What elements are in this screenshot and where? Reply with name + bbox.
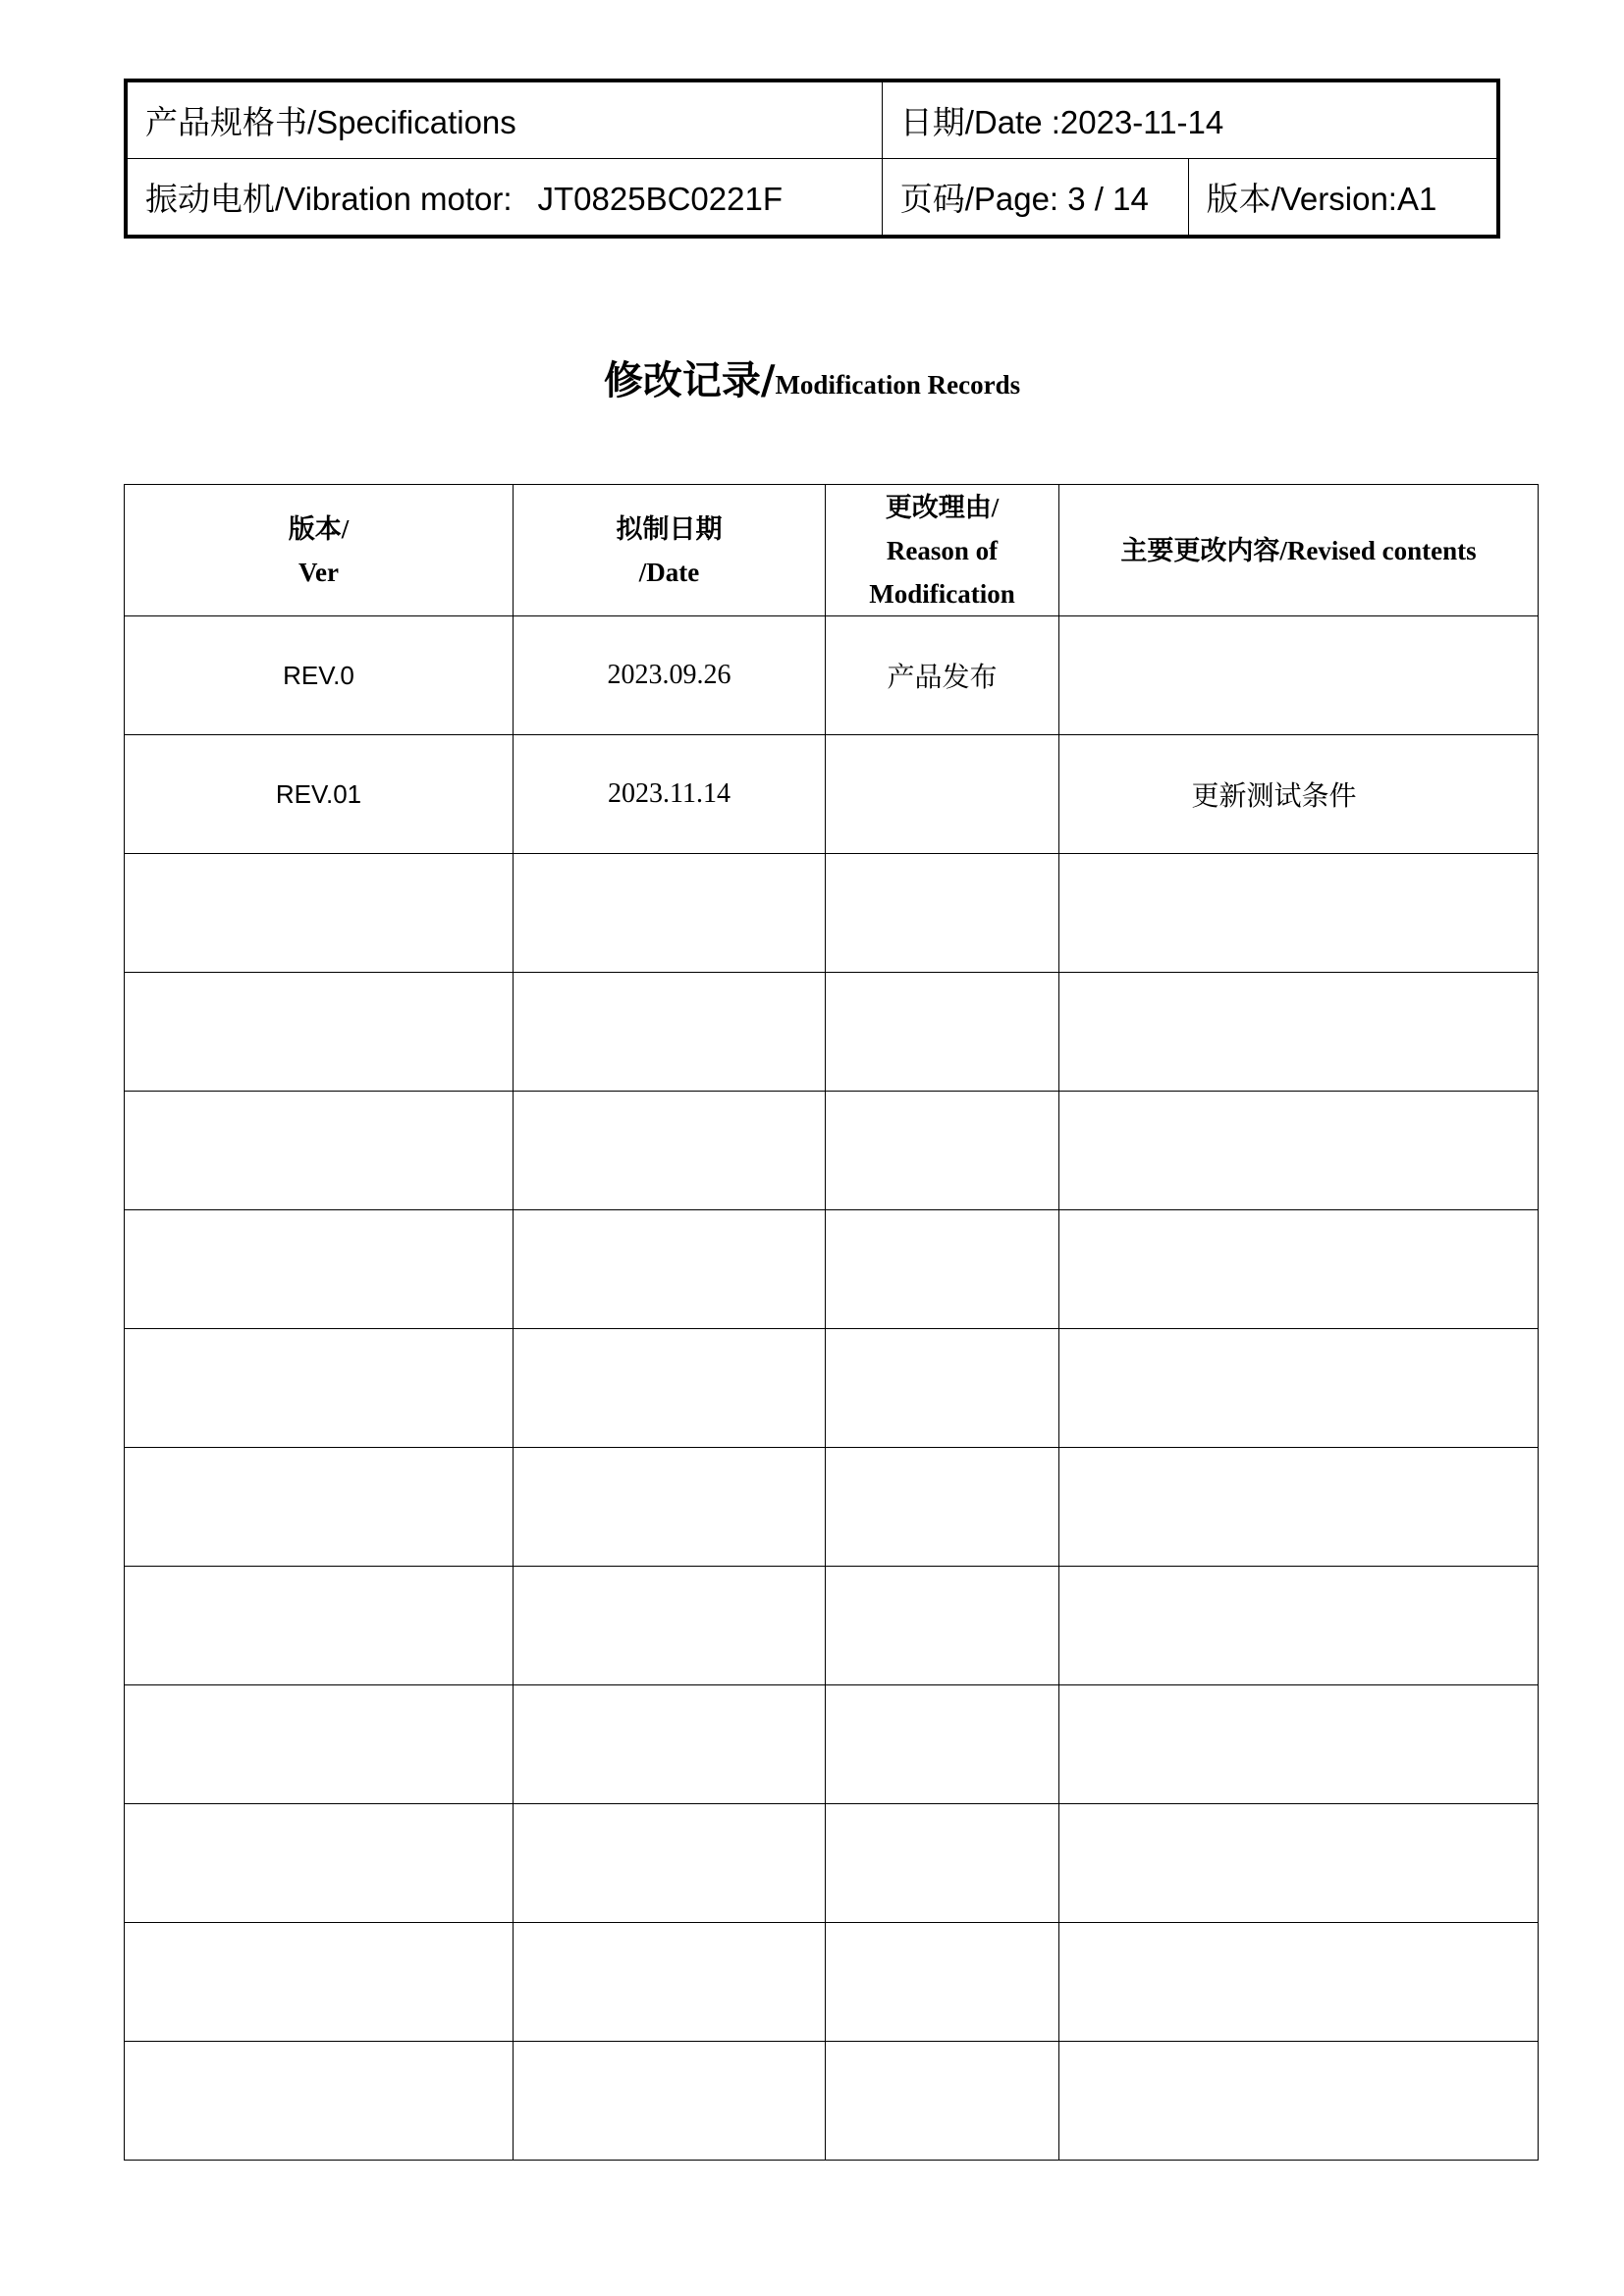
table-row bbox=[125, 735, 1539, 854]
cell-date bbox=[514, 1210, 826, 1329]
table-body bbox=[125, 616, 1539, 2161]
motor-cell bbox=[126, 159, 882, 238]
cell-reason bbox=[826, 1685, 1059, 1804]
cell-ver bbox=[125, 1448, 514, 1567]
document-header bbox=[124, 79, 1500, 239]
cell-contents: 更新测试条件 bbox=[1059, 735, 1539, 854]
cell-contents bbox=[1059, 1685, 1539, 1804]
cell-date: 2023.09.26 bbox=[514, 616, 826, 735]
cell-contents bbox=[1059, 2042, 1539, 2161]
table-row bbox=[125, 1804, 1539, 1923]
version-label: 版本/Version:A1 bbox=[1188, 159, 1498, 238]
header-ver-line2: Ver bbox=[298, 557, 339, 587]
cell-reason bbox=[826, 1923, 1059, 2042]
spec-label: 产品规格书/Specifications bbox=[126, 80, 882, 159]
cell-reason bbox=[826, 1329, 1059, 1448]
cell-ver bbox=[125, 973, 514, 1092]
cell-contents bbox=[1059, 1210, 1539, 1329]
header-ver-line1: 版本/ bbox=[288, 513, 350, 544]
cell-reason bbox=[826, 973, 1059, 1092]
cell-contents bbox=[1059, 973, 1539, 1092]
cell-reason bbox=[826, 1210, 1059, 1329]
table-row bbox=[125, 854, 1539, 973]
header-date bbox=[514, 485, 826, 616]
cell-date bbox=[514, 1448, 826, 1567]
cell-ver bbox=[125, 1329, 514, 1448]
cell-date bbox=[514, 2042, 826, 2161]
cell-ver: REV.01 bbox=[125, 735, 514, 854]
motor-model: JT0825BC0221F bbox=[537, 181, 783, 217]
page-title-en: Modification Records bbox=[775, 370, 1021, 400]
cell-reason bbox=[826, 1804, 1059, 1923]
table-row bbox=[125, 1092, 1539, 1210]
header-contents: 主要更改内容/Revised contents bbox=[1059, 485, 1539, 616]
cell-date bbox=[514, 854, 826, 973]
header-reason-line1: 更改理由/ bbox=[885, 492, 1000, 522]
cell-date bbox=[514, 1567, 826, 1685]
table-row bbox=[125, 1567, 1539, 1685]
cell-date bbox=[514, 1329, 826, 1448]
modification-records-table bbox=[124, 484, 1539, 2161]
header-row-2 bbox=[126, 159, 1498, 238]
cell-reason bbox=[826, 854, 1059, 973]
table-row bbox=[125, 2042, 1539, 2161]
motor-label: 振动电机/Vibration motor: bbox=[145, 181, 513, 217]
cell-contents bbox=[1059, 1804, 1539, 1923]
header-date-line2: /Date bbox=[638, 557, 700, 587]
table-header-row bbox=[125, 485, 1539, 616]
cell-reason bbox=[826, 1448, 1059, 1567]
table-row bbox=[125, 1685, 1539, 1804]
cell-reason bbox=[826, 1092, 1059, 1210]
cell-reason bbox=[826, 2042, 1059, 2161]
cell-ver bbox=[125, 1923, 514, 2042]
table-row bbox=[125, 1923, 1539, 2042]
header-ver bbox=[125, 485, 514, 616]
header-reason-line2: Reason of bbox=[886, 535, 999, 565]
cell-contents bbox=[1059, 1567, 1539, 1685]
cell-ver bbox=[125, 1092, 514, 1210]
cell-date bbox=[514, 1804, 826, 1923]
cell-ver bbox=[125, 1804, 514, 1923]
cell-date bbox=[514, 1685, 826, 1804]
cell-ver bbox=[125, 2042, 514, 2161]
table-row bbox=[125, 1448, 1539, 1567]
cell-reason: 产品发布 bbox=[826, 616, 1059, 735]
cell-date bbox=[514, 1923, 826, 2042]
cell-date bbox=[514, 973, 826, 1092]
page-label: 页码/Page: 3 / 14 bbox=[882, 159, 1188, 238]
header-date-line1: 拟制日期 bbox=[616, 513, 723, 544]
header-row-1 bbox=[126, 80, 1498, 159]
page-title-cjk: 修改记录/ bbox=[603, 357, 776, 403]
header-reason bbox=[826, 485, 1059, 616]
table-row bbox=[125, 973, 1539, 1092]
cell-ver: REV.0 bbox=[125, 616, 514, 735]
cell-ver bbox=[125, 1567, 514, 1685]
table-row bbox=[125, 616, 1539, 735]
cell-contents bbox=[1059, 616, 1539, 735]
table-row bbox=[125, 1329, 1539, 1448]
cell-reason bbox=[826, 1567, 1059, 1685]
cell-ver bbox=[125, 854, 514, 973]
cell-ver bbox=[125, 1210, 514, 1329]
page-title bbox=[0, 357, 1624, 403]
cell-contents bbox=[1059, 1329, 1539, 1448]
cell-reason bbox=[826, 735, 1059, 854]
cell-date: 2023.11.14 bbox=[514, 735, 826, 854]
cell-contents bbox=[1059, 1448, 1539, 1567]
date-label: 日期/Date :2023-11-14 bbox=[882, 80, 1498, 159]
cell-date bbox=[514, 1092, 826, 1210]
header-reason-line3: Modification bbox=[869, 578, 1015, 609]
cell-contents bbox=[1059, 1923, 1539, 2042]
table-row bbox=[125, 1210, 1539, 1329]
cell-ver bbox=[125, 1685, 514, 1804]
cell-contents bbox=[1059, 1092, 1539, 1210]
cell-contents bbox=[1059, 854, 1539, 973]
